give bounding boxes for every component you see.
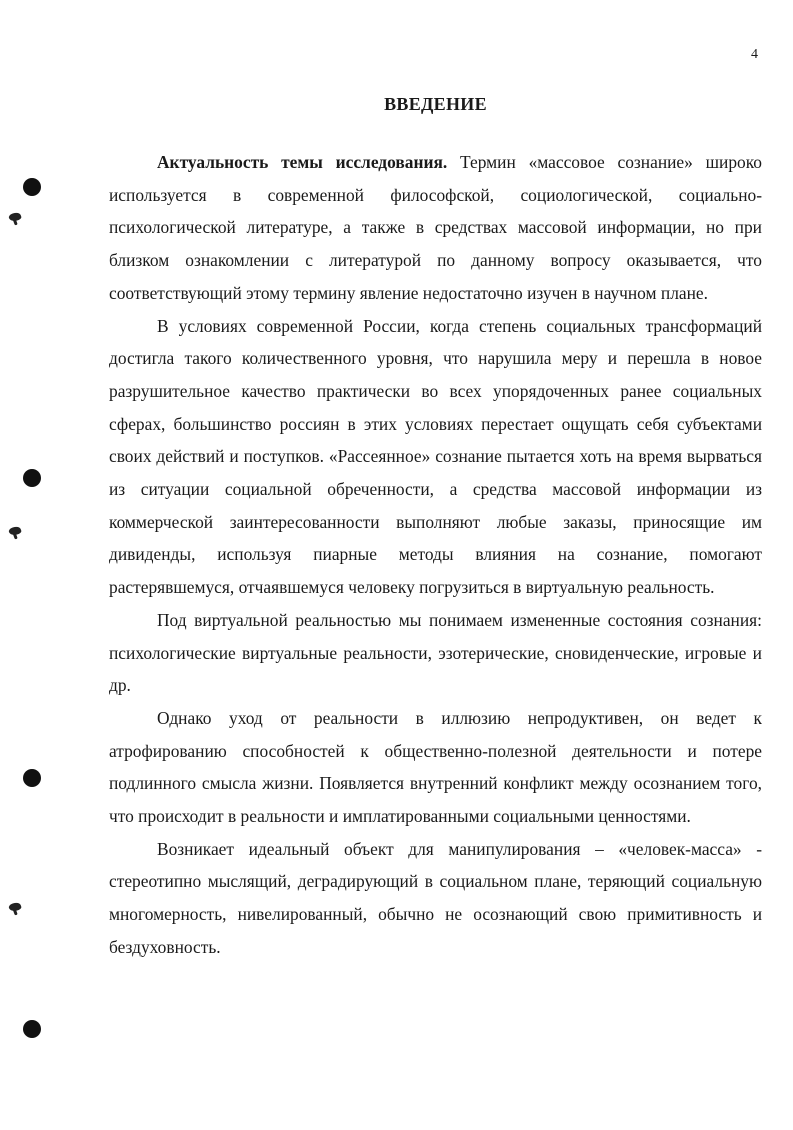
document-body [109, 146, 762, 964]
ink-mark [8, 525, 22, 537]
binder-hole [23, 1020, 41, 1038]
paragraph-3: Под виртуальной реальностью мы понимаем измененные состояния сознания: психологические виртуальные реальности, эзотерические, сновиденческие, игровые и др. [109, 609, 762, 696]
binder-hole [23, 469, 41, 487]
page-number: 4 [751, 47, 758, 62]
binder-hole [23, 178, 41, 196]
paragraph-1 [109, 146, 762, 310]
paragraph-lead: Актуальность темы исследования. [157, 152, 448, 172]
paragraph-4: Однако уход от реальности в иллюзию непродуктивен, он ведет к атрофированию способностей к общественно-полезной деятельности и потере подлинного смысла жизни. Появляется внутренний конфликт между осознанием того, что происходит в реальности и имплатированными социальными ценностями. [109, 707, 762, 827]
paragraph-5: Возникает идеальный объект для манипулирования – «человек-масса» - стереотипно мыслящий, деградирующий в социальном плане, теряющий социальную многомерность, нивелированный, обычно не осознающий свою примитивность и бездуховность. [109, 838, 762, 957]
ink-mark [8, 211, 22, 223]
page-title: ВВЕДЕНИЕ [384, 94, 487, 114]
paragraph-text: Термин «массовое сознание» широко используется в современной философской, социологической, социально-психологической литературе, а также в средствах массовой информации, но при близком ознакомлении с литературой по данному вопросу оказывается, что соответствующий этому термину явление недостаточно изучен в научном плане. [109, 152, 762, 303]
binder-hole [23, 769, 41, 787]
ink-mark [8, 901, 22, 913]
paragraph-2: В условиях современной России, когда степень социальных трансформаций достигла такого количественного уровня, что нарушила меру и перешла в новое разрушительное качество практически во всех упорядоченных ранее социальных сферах, большинство россиян в этих условиях перестает ощущать себя субъектами своих действий и поступков. «Рассеянное» сознание пытается хоть на время вырваться из ситуации социальной обреченности, а средства массовой информации из коммерческой заинтересованности выполняют любые заказы, приносящие им дивиденды, используя пиарные методы влияния на сознание, помогают растерявшемуся, отчаявшемуся человеку погрузиться в виртуальную реальность. [109, 315, 762, 598]
